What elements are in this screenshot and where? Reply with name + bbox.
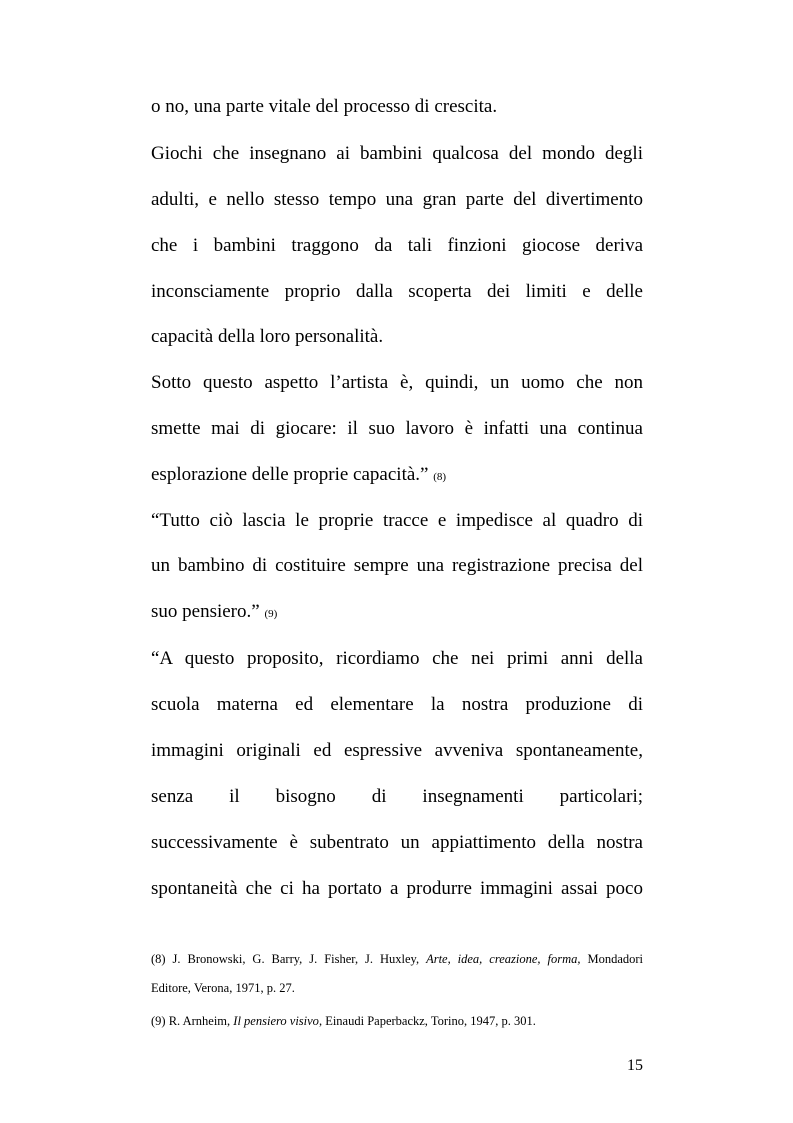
body-line-15: immagini originali ed espressive avveniva spontaneamente,: [151, 740, 643, 761]
body-line-13: “A questo proposito, ricordiamo che nei primi anni della: [151, 648, 643, 669]
footnote-ref-8: (8): [433, 471, 447, 483]
body-line-14: scuola materna ed elementare la nostra produzione di: [151, 694, 643, 715]
body-line-2: Giochi che insegnano ai bambini qualcosa del mondo degli: [151, 143, 643, 164]
body-line-10: “Tutto ciò lascia le proprie tracce e impedisce al quadro di: [151, 510, 643, 531]
body-line-16: senza il bisogno di insegnamenti particolari;: [151, 786, 643, 807]
body-line-6: capacità della loro personalità.: [151, 326, 384, 347]
footnote-8-line-2: Editore, Verona, 1971, p. 27.: [151, 981, 295, 995]
footnote-9-title: Il pensiero visivo: [233, 1014, 319, 1028]
body-line-3: adulti, e nello stesso tempo una gran parte del divertimento: [151, 189, 643, 210]
body-line-1: o no, una parte vitale del processo di crescita.: [151, 96, 498, 117]
footnote-ref-9: (9): [264, 608, 278, 620]
footnote-9: (9) R. Arnheim, Il pensiero visivo, Einaudi Paperbackz, Torino, 1947, p. 301.: [151, 1014, 536, 1028]
body-line-12: suo pensiero.” (9): [151, 601, 278, 622]
page-number: 15: [627, 1057, 643, 1074]
body-line-5: inconsciamente proprio dalla scoperta dei limiti e delle: [151, 281, 643, 302]
body-line-4: che i bambini traggono da tali finzioni giocose deriva: [151, 235, 643, 256]
body-line-7: Sotto questo aspetto l’artista è, quindi, un uomo che non: [151, 372, 643, 393]
footnote-8-line-1: (8) J. Bronowski, G. Barry, J. Fisher, J. Huxley, Arte, idea, creazione, forma, Mondadori: [151, 952, 644, 966]
body-line-9: esplorazione delle proprie capacità.” (8): [151, 464, 447, 485]
body-line-18: spontaneità che ci ha portato a produrre immagini assai poco: [151, 878, 643, 899]
body-line-11: un bambino di costituire sempre una registrazione precisa del: [151, 555, 643, 576]
body-line-17: successivamente è subentrato un appiattimento della nostra: [151, 832, 643, 853]
footnote-8-title: Arte, idea, creazione, forma,: [426, 952, 581, 966]
body-line-8: smette mai di giocare: il suo lavoro è infatti una continua: [151, 418, 643, 439]
